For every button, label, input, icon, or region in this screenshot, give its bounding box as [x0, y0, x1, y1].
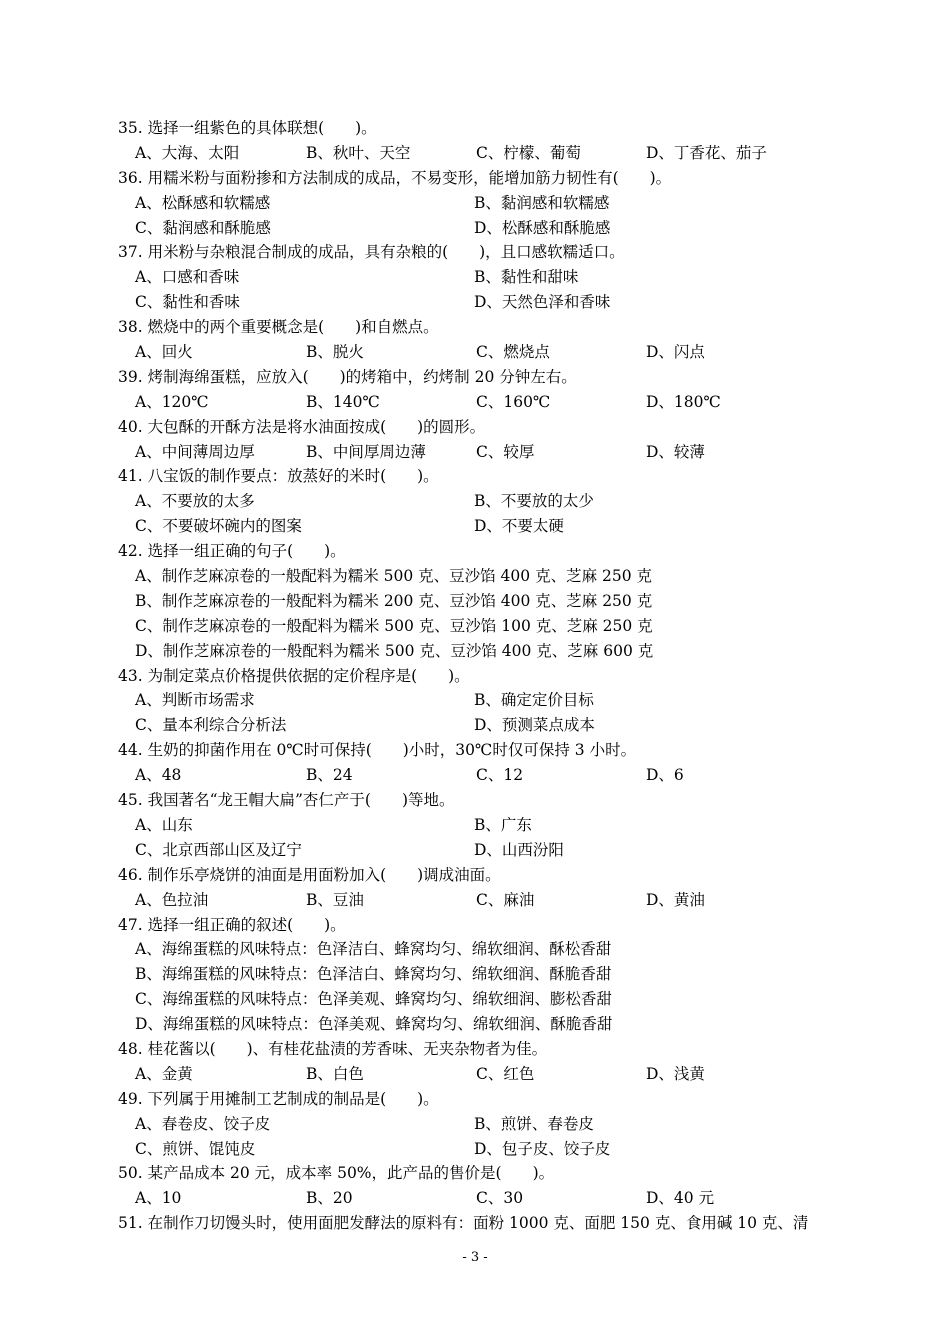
option: C、12 [476, 766, 524, 785]
question-stem: 37. 用米粉与杂粮混合制成的成品，具有杂粮的( )，且口感软糯适口。 [118, 243, 625, 262]
option: A、制作芝麻凉卷的一般配料为糯米 500 克、豆沙馅 400 克、芝麻 250 克 [135, 567, 653, 586]
question-stem: 35. 选择一组紫色的具体联想( )。 [118, 119, 377, 137]
option: B、制作芝麻凉卷的一般配料为糯米 200 克、豆沙馅 400 克、芝麻 250 克 [135, 591, 653, 610]
question-stem: 45. 我国著名“龙王帽大扁”杏仁产于( )等地。 [118, 791, 455, 810]
option: A、色拉油 [135, 890, 209, 909]
options-line [0, 440, 950, 465]
option: C、煎饼、馄饨皮 [135, 1139, 256, 1158]
option: A、中间薄周边厚 [135, 442, 255, 461]
question-stem: 40. 大包酥的开酥方法是将水油面按成( )的圆形。 [118, 417, 486, 436]
option: A、不要放的太多 [135, 492, 255, 511]
options-line [0, 813, 950, 838]
option: B、20 [306, 1189, 353, 1208]
option: C、黏润感和酥脆感 [135, 218, 271, 237]
option: B、秋叶、天空 [306, 143, 411, 162]
option: D、较薄 [646, 442, 705, 461]
option: A、120℃ [135, 392, 209, 411]
option: C、160℃ [476, 392, 551, 411]
option: D、预测菜点成本 [474, 716, 595, 735]
option: D、180℃ [646, 392, 721, 411]
option: B、24 [306, 766, 353, 785]
option: D、山西汾阳 [474, 840, 564, 859]
question-line [0, 315, 950, 340]
options-line [0, 639, 950, 664]
option: B、140℃ [306, 392, 380, 411]
options-line [0, 216, 950, 241]
options-line [0, 191, 950, 216]
question-line [0, 788, 950, 813]
option: C、柠檬、葡萄 [476, 143, 581, 162]
question-line [0, 1211, 950, 1236]
question-stem: 47. 选择一组正确的叙述( )。 [118, 915, 346, 934]
question-line [0, 539, 950, 564]
options-line [0, 265, 950, 290]
option: A、春卷皮、饺子皮 [135, 1114, 271, 1133]
options-line [0, 1112, 950, 1137]
option: C、黏性和香味 [135, 293, 240, 312]
option: D、不要太硬 [474, 517, 564, 536]
option: B、广东 [474, 815, 532, 834]
question-stem: 51. 在制作刀切馒头时，使用面肥发酵法的原料有：面粉 1000 克、面肥 150 克、食用碱 10 克、清 [118, 1214, 809, 1233]
option: B、海绵蛋糕的风味特点：色泽洁白、蜂窝均匀、绵软细润、酥脆香甜 [135, 965, 612, 984]
options-line [0, 564, 950, 589]
option: A、金黄 [135, 1064, 193, 1083]
option: C、北京西部山区及辽宁 [135, 840, 302, 859]
option: B、黏润感和软糯感 [474, 193, 610, 212]
option: D、闪点 [646, 343, 705, 362]
question-line [0, 240, 950, 265]
option: B、不要放的太少 [474, 492, 594, 511]
options-line [0, 340, 950, 365]
option: A、山东 [135, 815, 193, 834]
option: D、制作芝麻凉卷的一般配料为糯米 500 克、豆沙馅 400 克、芝麻 600 克 [135, 641, 654, 660]
option: B、豆油 [306, 890, 364, 909]
options-line [0, 489, 950, 514]
option: B、黏性和甜味 [474, 268, 579, 287]
options-line [0, 1062, 950, 1087]
option: D、6 [646, 766, 684, 785]
options-line [0, 838, 950, 863]
option: D、丁香花、茄子 [646, 143, 767, 162]
option: A、海绵蛋糕的风味特点：色泽洁白、蜂窝均匀、绵软细润、酥松香甜 [135, 940, 612, 959]
question-stem: 43. 为制定菜点价格提供依据的定价程序是( )。 [118, 666, 470, 685]
option: C、红色 [476, 1064, 535, 1083]
option: A、大海、太阳 [135, 143, 240, 162]
question-line [0, 116, 950, 141]
options-line [0, 141, 950, 166]
question-line [0, 1161, 950, 1186]
option: A、48 [135, 766, 182, 785]
question-stem: 46. 制作乐亭烧饼的油面是用面粉加入( )调成油面。 [118, 865, 501, 884]
question-line [0, 664, 950, 689]
question-stem: 49. 下列属于用摊制工艺制成的制品是( )。 [118, 1089, 439, 1108]
option: D、海绵蛋糕的风味特点：色泽美观、蜂窝均匀、绵软细润、酥脆香甜 [135, 1015, 613, 1034]
question-stem: 44. 生奶的抑菌作用在 0℃时可保持( )小时，30℃时仅可保持 3 小时。 [118, 741, 637, 760]
option: B、中间厚周边薄 [306, 442, 426, 461]
option: D、浅黄 [646, 1064, 705, 1083]
option: A、松酥感和软糯感 [135, 193, 271, 212]
option: C、制作芝麻凉卷的一般配料为糯米 500 克、豆沙馅 100 克、芝麻 250 克 [135, 616, 653, 635]
option: C、麻油 [476, 890, 535, 909]
question-line [0, 738, 950, 763]
question-stem: 41. 八宝饭的制作要点：放蒸好的米时( )。 [118, 467, 439, 486]
options-line [0, 962, 950, 987]
options-line [0, 688, 950, 713]
options-line [0, 1186, 950, 1211]
option: B、确定定价目标 [474, 691, 594, 710]
options-line [0, 614, 950, 639]
question-line [0, 415, 950, 440]
question-line [0, 913, 950, 938]
options-line [0, 514, 950, 539]
options-line [0, 937, 950, 962]
question-stem: 50. 某产品成本 20 元，成本率 50%，此产品的售价是( )。 [118, 1164, 555, 1183]
question-line [0, 1037, 950, 1062]
options-line [0, 888, 950, 913]
question-stem: 36. 用糯米粉与面粉掺和方法制成的成品，不易变形，能增加筋力韧性有( )。 [118, 168, 672, 187]
question-line [0, 166, 950, 191]
option: A、判断市场需求 [135, 691, 255, 710]
option: D、天然色泽和香味 [474, 293, 611, 312]
question-stem: 48. 桂花酱以( )、有桂花盐渍的芳香味、无夹杂物者为佳。 [118, 1039, 548, 1058]
option: D、黄油 [646, 890, 705, 909]
option: C、不要破坏碗内的图案 [135, 517, 302, 536]
options-line [0, 1137, 950, 1162]
question-line [0, 863, 950, 888]
option: A、10 [135, 1189, 182, 1208]
question-stem: 42. 选择一组正确的句子( )。 [118, 542, 346, 561]
option: B、煎饼、春卷皮 [474, 1114, 594, 1133]
options-line [0, 589, 950, 614]
option: A、回火 [135, 343, 193, 362]
option: B、脱火 [306, 343, 364, 362]
question-line [0, 1087, 950, 1112]
option: D、包子皮、饺子皮 [474, 1139, 611, 1158]
option: A、口感和香味 [135, 268, 240, 287]
option: C、燃烧点 [476, 343, 550, 362]
question-line [0, 464, 950, 489]
option: B、白色 [306, 1064, 364, 1083]
option: C、30 [476, 1189, 524, 1208]
option: C、量本利综合分析法 [135, 716, 287, 735]
option: C、较厚 [476, 442, 535, 461]
options-line [0, 1012, 950, 1037]
options-line [0, 763, 950, 788]
question-stem: 38. 燃烧中的两个重要概念是( )和自燃点。 [118, 318, 439, 337]
page-number: - 3 - [462, 1250, 488, 1265]
question-stem: 39. 烤制海绵蛋糕，应放入( )的烤箱中，约烤制 20 分钟左右。 [118, 367, 577, 386]
option: D、松酥感和酥脆感 [474, 218, 611, 237]
option: D、40 元 [646, 1189, 715, 1208]
options-line [0, 987, 950, 1012]
options-line [0, 713, 950, 738]
options-line [0, 390, 950, 415]
question-list [0, 116, 950, 1236]
option: C、海绵蛋糕的风味特点：色泽美观、蜂窝均匀、绵软细润、膨松香甜 [135, 990, 612, 1009]
options-line [0, 290, 950, 315]
question-line [0, 365, 950, 390]
